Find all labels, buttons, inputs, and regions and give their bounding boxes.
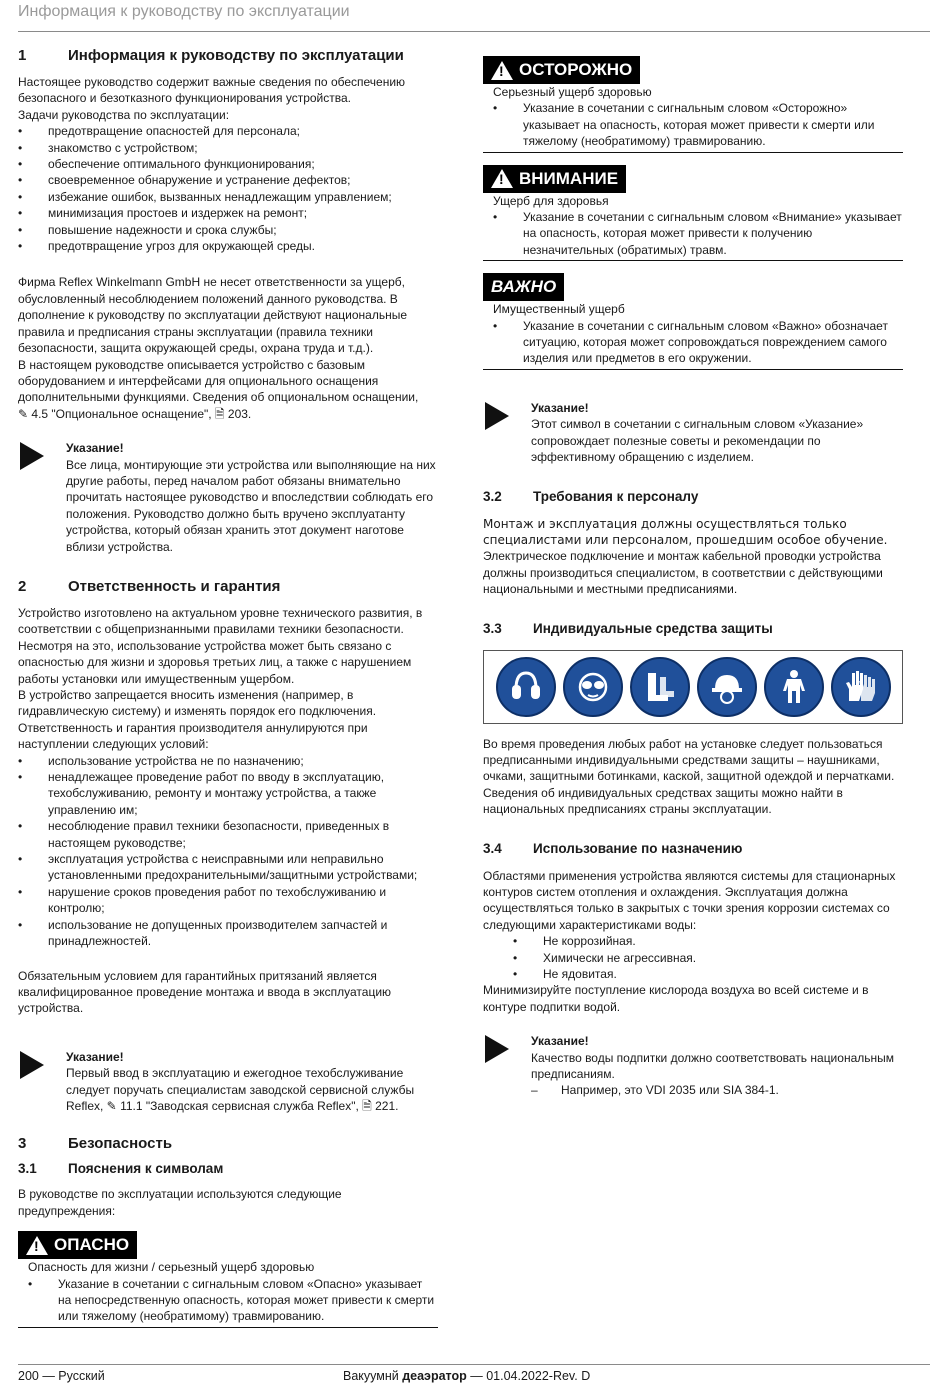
goggles-icon	[563, 657, 623, 717]
section-3-heading	[18, 1134, 438, 1154]
note-block	[483, 1033, 903, 1099]
subsection-title: Пояснения к символам	[68, 1161, 224, 1177]
warning-list	[18, 1276, 438, 1325]
section-title: Информация к руководству по эксплуатации	[68, 47, 404, 64]
paragraph: В руководстве по эксплуатации используются следующие предупреждения:	[18, 1187, 342, 1218]
list-item: • Химически не агрессивная.	[513, 950, 903, 966]
paragraph: Ответственность и гарантия производителя аннулируются при наступлении следующих условий:	[18, 720, 368, 752]
note-arrow-icon	[20, 1051, 44, 1079]
list-item: • Указание в сочетании с сигнальным словом «Внимание» указывает на опасность, которая может привести к получению незначительных (обратимых) травм.	[493, 209, 903, 258]
water-properties-list	[483, 933, 903, 982]
paragraph: Устройство изготовлено на актуальном уровне технического развития, в соответствии с общепризнанными правилами техники безопасности. Несмотря на это, использование устройства может быть связано с опасностью для жизни и здоровья третьих лиц, а также с нарушением работы установки или имущественным ущербом.	[18, 605, 423, 686]
warning-triangle-icon	[491, 61, 513, 80]
tasks-list	[18, 123, 438, 254]
note-text: Все лица, монтирующие эти устройства или выполняющие на них другие работы, перед началом работ обязаны внимательно прочитать настоящее руководство и впоследствии соблюдать его положения. Руководство должно быть вручено эксплуатанту устройства, который обязан хранить этот документ наготове вблизи устройства.	[66, 457, 436, 554]
subsection-title: Использование по назначению	[533, 840, 743, 856]
section-title: Безопасность	[68, 1135, 173, 1153]
cross-reference-link[interactable]: ✎ 4.5 "Опциональное оснащение", 🗎 203.	[18, 406, 252, 421]
ppe-icon-strip	[483, 650, 903, 724]
important-warning-block	[483, 273, 903, 370]
paragraph: Областями применения устройства являются системы для стационарных контуров систем отопления и охлаждения. Эксплуатация должна осуществляться только в закрытых с точки зрения коррозии системах со следующими характеристиками воды:	[483, 868, 896, 932]
subsection-number: 3.3	[483, 620, 502, 636]
signal-word: ОСТОРОЖНО	[519, 60, 633, 79]
note-title: Указание!	[531, 1034, 589, 1049]
list-item: • использование не допущенных производителем запчастей и принадлежностей.	[18, 917, 438, 950]
subsection-number: 3.2	[483, 488, 502, 504]
warning-subtitle: Опасность для жизни / серьезный ущерб здоровью	[28, 1260, 315, 1275]
paragraph: Настоящее руководство содержит важные сведения по обеспечению безопасного и безотказного функционирования устройства.	[18, 75, 406, 106]
footer-rule	[18, 1364, 930, 1365]
page-number: 200 — Русский	[18, 1369, 105, 1383]
subsection-number: 3.1	[18, 1161, 37, 1177]
warning-list	[483, 209, 903, 258]
warning-subtitle: Серьезный ущерб здоровью	[493, 85, 652, 99]
note-text: Качество воды подпитки должно соответствовать национальным предписаниям.	[531, 1050, 894, 1082]
important-signal-label	[483, 273, 564, 301]
attention-warning-block	[483, 165, 903, 262]
paragraph: Электрическое подключение и монтаж кабельной проводки устройства должны производиться специалистом, в соответствии с действующими национальными и местными предписаниями.	[483, 549, 883, 597]
list-item: • Указание в сочетании с сигнальным словом «Осторожно» указывает на опасность, которая может привести к смерти или тяжелому (необратимому) травмированию.	[493, 100, 903, 149]
caution-signal-label	[483, 56, 640, 84]
note-title: Указание!	[66, 441, 124, 456]
list-item: • избежание ошибок, вызванных ненадлежащим управлением;	[18, 189, 438, 205]
hard-hat-icon	[697, 657, 757, 717]
paragraph: Во время проведения любых работ на установке следует пользоваться предписанными индивидуальными средствами защиты – наушниками, очками, защитными ботинками, каской, защитной одеждой и перчатками.	[483, 736, 895, 784]
paragraph: Сведения об индивидуальных средствах защиты можно найти в национальных предписаниях страны эксплуатации.	[483, 785, 843, 817]
list-item: • минимизация простоев и издержек на ремонт;	[18, 205, 438, 221]
subsection-3-3-heading	[483, 620, 903, 638]
warning-list	[483, 318, 903, 367]
doc-title-suffix: — 01.04.2022-Rev. D	[466, 1369, 591, 1383]
signal-word: ВАЖНО	[491, 277, 557, 297]
conditions-list	[18, 753, 438, 950]
paragraph: Минимизируйте поступление кислорода воздуха во всей системе и в контуре подпитки водой.	[483, 983, 869, 1014]
paragraph: Монтаж и эксплуатация должны осуществляться только специалистами или персоналом, прошедшим особое обучение.	[483, 516, 888, 547]
warning-triangle-icon	[26, 1236, 48, 1255]
doc-title-bold: деаэратор	[402, 1369, 467, 1383]
section-2-heading	[18, 577, 438, 597]
note-title: Указание!	[66, 1049, 124, 1064]
paragraph: Задачи руководства по эксплуатации:	[18, 107, 230, 122]
list-item: • предотвращение опасностей для персонала;	[18, 123, 438, 139]
subsection-title: Индивидуальные средства защиты	[533, 620, 773, 636]
section-1-heading	[18, 46, 438, 66]
list-item: • несоблюдение правил техники безопасности, приведенных в настоящем руководстве;	[18, 818, 438, 851]
paragraph: Обязательным условием для гарантийных притязаний является квалифицированное проведение монтажа и ввода в эксплуатацию устройства.	[18, 968, 392, 1016]
left-column	[18, 46, 438, 1328]
attention-signal-label	[483, 165, 626, 193]
paragraph: В устройство запрещается вносить изменения (например, в гидравлическую систему) и изменять порядок его подключения.	[18, 688, 377, 719]
note-arrow-icon	[485, 402, 509, 430]
danger-warning-block	[18, 1231, 438, 1328]
list-item: • обеспечение оптимального функционирования;	[18, 156, 438, 172]
list-item: • Указание в сочетании с сигнальным словом «Важно» обозначает ситуацию, которая может сопровождаться повреждением самого изделия или предметов в его окружении.	[493, 318, 903, 367]
warning-triangle-icon	[491, 169, 513, 188]
note-text: Этот символ в сочетании с сигнальным словом «Указание» сопровождает полезные советы и рекомендации по эффективному обращению с изделием.	[531, 417, 864, 465]
subsection-3-1-heading	[18, 1160, 438, 1178]
subsection-3-4-heading	[483, 840, 903, 858]
paragraph: В настоящем руководстве описывается устройство с базовым оборудованием и интерфейсами для опционального оснащения дополнительными функциями. Сведения об опциональном оснащении,	[18, 357, 419, 405]
subsection-title: Требования к персоналу	[533, 488, 699, 504]
paragraph: Фирма Reflex Winkelmann GmbH не несет ответственности за ущерб, обусловленный несоблюдением положений данного руководства. В дополнение к руководству по эксплуатации действуют национальные правила и предписания страны эксплуатации (правила техники безопасности, защита окружающей среды, охрана труда и т.д.).	[18, 275, 408, 356]
list-item: – Например, это VDI 2035 или SIA 384-1.	[531, 1082, 903, 1098]
section-title: Ответственность и гарантия	[68, 577, 281, 595]
list-item: • ненадлежащее проведение работ по вводу в эксплуатацию, техобслуживанию, ремонту и монтажу устройства, а также управлению им;	[18, 769, 438, 818]
list-item: • эксплуатация устройства с неисправными или неправильно установленными предохранительными/защитными устройствами;	[18, 851, 438, 884]
list-item: • знакомство с устройством;	[18, 140, 438, 156]
list-item: • Не коррозийная.	[513, 933, 903, 949]
note-text: Первый ввод в эксплуатацию и ежегодное техобслуживание следует поручать специалистам заводской сервисной службы Reflex, ✎ 11.1 "Заводская сервисная служба Reflex", 🗎 221.	[66, 1066, 415, 1113]
warning-subtitle: Имущественный ущерб	[493, 302, 625, 317]
section-number: 1	[18, 47, 27, 64]
note-arrow-icon	[485, 1035, 509, 1063]
note-dash-list	[531, 1082, 903, 1098]
note-block	[18, 440, 438, 555]
list-item: • Не ядовитая.	[513, 966, 903, 982]
document-title	[343, 1368, 590, 1384]
note-title: Указание!	[531, 400, 589, 415]
list-item: • предотвращение угроз для окружающей среды.	[18, 238, 438, 254]
signal-word: ОПАСНО	[54, 1235, 130, 1255]
list-item: • своевременное обнаружение и устранение дефектов;	[18, 172, 438, 188]
section-number: 2	[18, 577, 27, 595]
gloves-icon	[831, 657, 891, 717]
safety-boots-icon	[630, 657, 690, 717]
right-column	[483, 56, 903, 1099]
doc-title-prefix: Вакуумнй	[343, 1369, 403, 1383]
caution-warning-block	[483, 56, 903, 153]
subsection-3-2-heading	[483, 488, 903, 506]
protective-clothing-icon	[764, 657, 824, 717]
note-block	[18, 1049, 438, 1115]
ear-protection-icon	[496, 657, 556, 717]
subsection-number: 3.4	[483, 840, 502, 856]
list-item: • использование устройства не по назначению;	[18, 753, 438, 769]
warning-list	[483, 100, 903, 149]
signal-word: ВНИМАНИЕ	[519, 168, 619, 188]
note-block	[483, 400, 903, 466]
note-arrow-icon	[20, 442, 44, 470]
list-item: • Указание в сочетании с сигнальным словом «Опасно» указывает на непосредственную опасность, которая может привести к смерти или тяжелому (необратимому) травмированию.	[28, 1276, 438, 1325]
warning-subtitle: Ущерб для здоровья	[493, 193, 609, 208]
section-number: 3	[18, 1135, 27, 1153]
danger-signal-label	[18, 1231, 137, 1259]
running-header: Информация к руководству по эксплуатации	[18, 3, 350, 20]
list-item: • нарушение сроков проведения работ по техобслуживанию и контролю;	[18, 884, 438, 917]
header-rule	[18, 31, 930, 32]
list-item: • повышение надежности и срока службы;	[18, 222, 438, 238]
